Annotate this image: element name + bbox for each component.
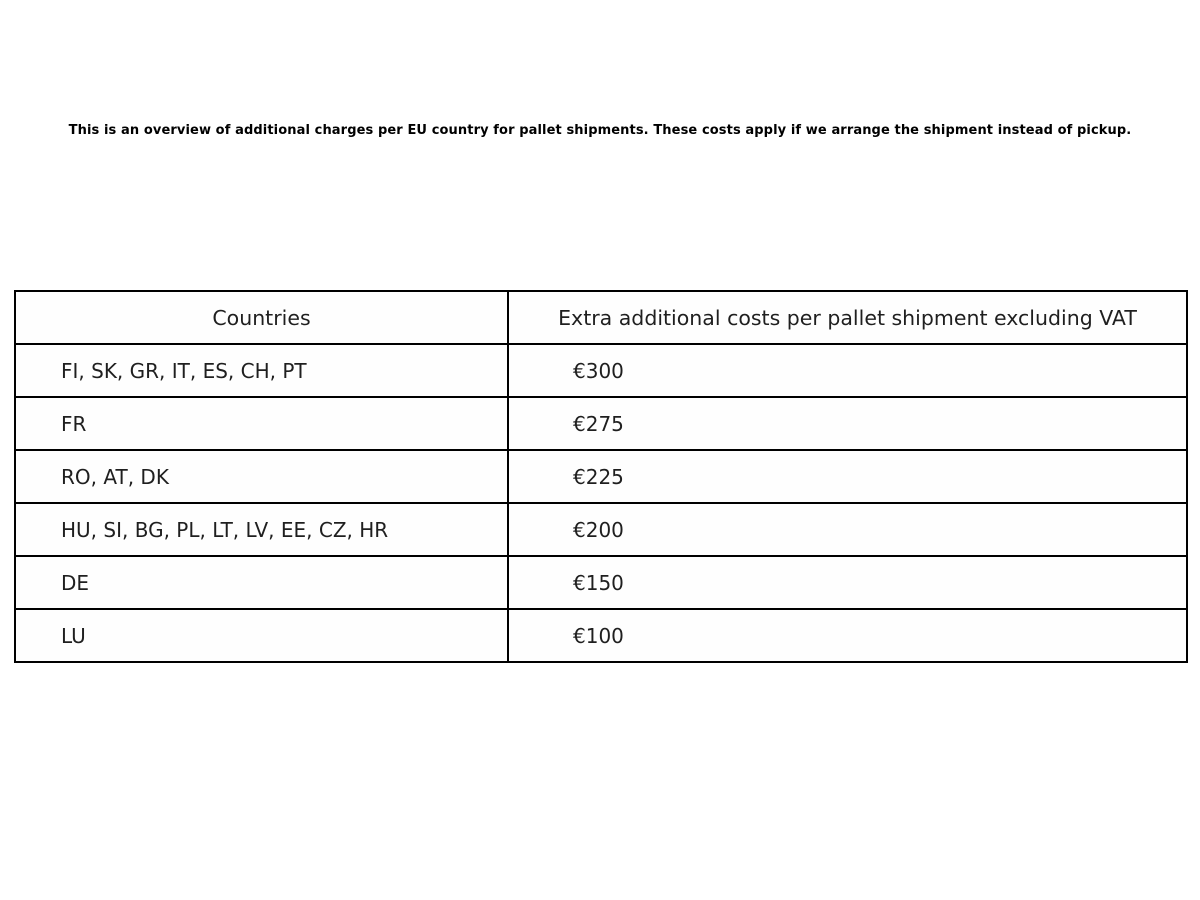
- cost-cell: €275: [508, 397, 1187, 450]
- countries-cell: FI, SK, GR, IT, ES, CH, PT: [15, 344, 508, 397]
- table-header-row: [15, 291, 1187, 344]
- cost-cell: €225: [508, 450, 1187, 503]
- table-header-costs: Extra additional costs per pallet shipment excluding VAT: [508, 291, 1187, 344]
- countries-cell: LU: [15, 609, 508, 662]
- table-row: [15, 556, 1187, 609]
- table-row: [15, 503, 1187, 556]
- cost-cell: €100: [508, 609, 1187, 662]
- cost-cell: €200: [508, 503, 1187, 556]
- table-row: [15, 450, 1187, 503]
- countries-cell: DE: [15, 556, 508, 609]
- cost-cell: €300: [508, 344, 1187, 397]
- table-row: [15, 344, 1187, 397]
- countries-cell: FR: [15, 397, 508, 450]
- countries-cell: RO, AT, DK: [15, 450, 508, 503]
- cost-cell: €150: [508, 556, 1187, 609]
- table-row: [15, 397, 1187, 450]
- charges-table: [14, 290, 1188, 663]
- table-row: [15, 609, 1187, 662]
- intro-text: This is an overview of additional charges per EU country for pallet shipments. These costs apply if we arrange the shipment instead of pickup.: [68, 123, 1132, 138]
- table-header-countries: Countries: [15, 291, 508, 344]
- countries-cell: HU, SI, BG, PL, LT, LV, EE, CZ, HR: [15, 503, 508, 556]
